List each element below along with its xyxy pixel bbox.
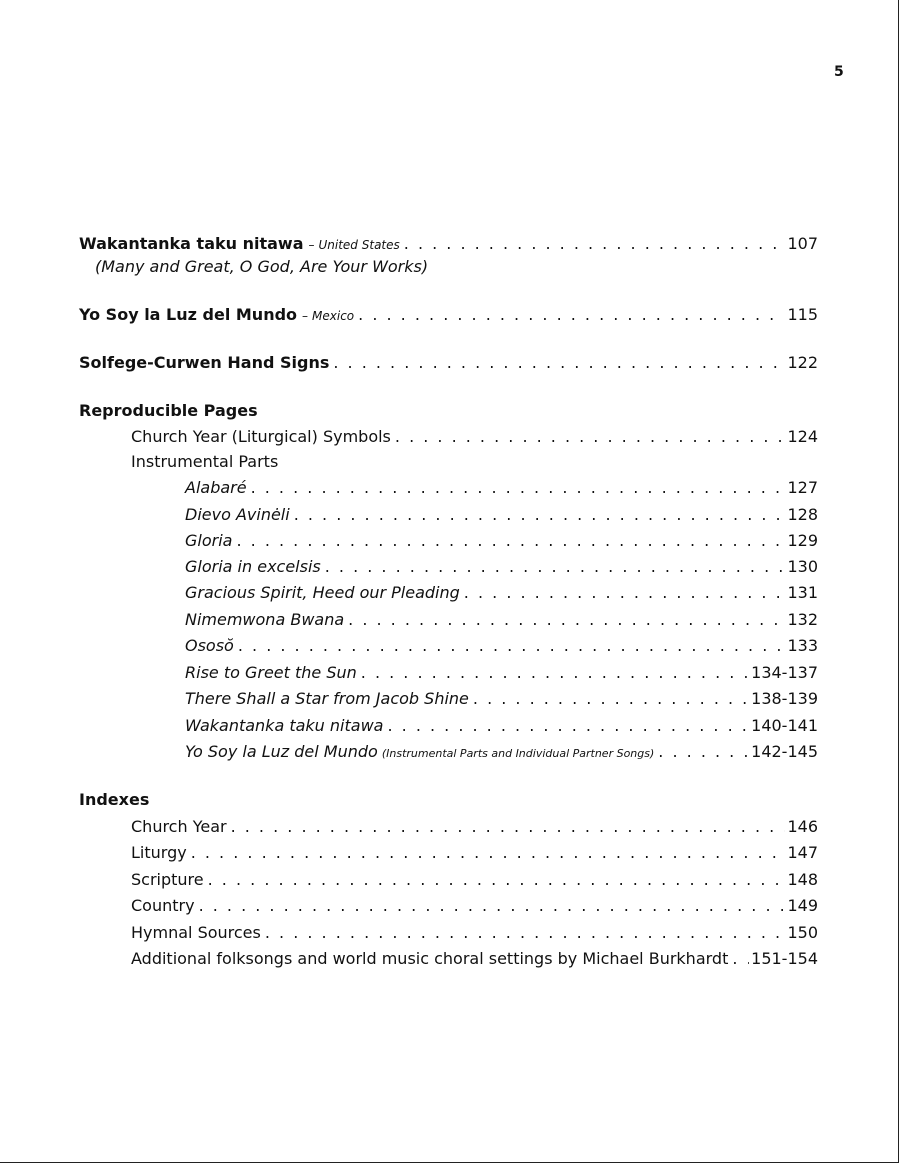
entry-country: United States — [318, 238, 400, 252]
entry-title: Nimemwona Bwana — [185, 610, 345, 629]
toc-entry-instrumental[interactable] — [185, 610, 818, 630]
entry-title: Dievo Avinėli — [185, 505, 290, 524]
toc-entry-yo-soy[interactable] — [79, 305, 818, 326]
dot-leader — [325, 557, 786, 577]
entry-title: Liturgy — [131, 843, 187, 862]
entry-title: Scripture — [131, 870, 204, 889]
toc-entry-index[interactable] — [131, 843, 818, 863]
entry-page: 150 — [787, 923, 818, 942]
toc-entry-instrumental[interactable] — [185, 689, 818, 709]
entry-title: Church Year (Liturgical) Symbols — [131, 427, 391, 446]
toc-entry-instrumental[interactable] — [185, 716, 818, 736]
dot-leader — [208, 870, 786, 890]
entry-page: 124 — [787, 427, 818, 446]
toc-entry-instrumental[interactable] — [185, 557, 818, 577]
dot-leader — [199, 896, 786, 916]
entry-page: 146 — [787, 817, 818, 836]
entry-page: 127 — [787, 478, 818, 497]
entry-page: 149 — [787, 896, 818, 915]
section-heading-reproducible: Reproducible Pages — [79, 401, 258, 420]
entry-page: 129 — [787, 531, 818, 550]
dot-leader — [236, 531, 785, 551]
entry-note: (Instrumental Parts and Individual Partner Songs) — [381, 747, 655, 760]
entry-page: 148 — [787, 870, 818, 889]
toc-entry-index[interactable] — [131, 896, 818, 916]
entry-title: Alabaré — [185, 478, 247, 497]
dot-leader — [265, 923, 786, 943]
subsection-label-instrumental: Instrumental Parts — [131, 452, 279, 471]
entry-title: Wakantanka taku nitawa — [185, 716, 384, 735]
entry-page: 134-137 — [751, 663, 818, 682]
entry-title: Wakantanka taku nitawa — [79, 234, 304, 253]
toc-entry-instrumental[interactable] — [185, 531, 818, 551]
entry-title: Hymnal Sources — [131, 923, 261, 942]
entry-page: 133 — [787, 636, 818, 655]
entry-title: Gloria in excelsis — [185, 557, 321, 576]
dot-leader — [404, 234, 786, 254]
entry-page: 131 — [787, 583, 818, 602]
entry-page: 138-139 — [751, 689, 818, 708]
dot-leader — [251, 478, 786, 498]
entry-title: Additional folksongs and world music choral settings by Michael Burkhardt — [131, 949, 729, 968]
toc-entry-instrumental[interactable] — [185, 505, 818, 525]
dot-leader — [348, 610, 785, 630]
entry-subtitle: (Many and Great, O God, Are Your Works) — [95, 257, 429, 276]
dot-leader — [464, 583, 786, 603]
toc-entry-instrumental[interactable] — [185, 478, 818, 498]
toc-entry-church-year-symbols[interactable] — [131, 427, 818, 447]
dot-leader — [658, 742, 749, 762]
entry-page: 130 — [787, 557, 818, 576]
entry-page: 107 — [787, 234, 818, 253]
entry-page: 140-141 — [751, 716, 818, 735]
entry-title: Gracious Spirit, Heed our Pleading — [185, 583, 460, 602]
entry-title: Country — [131, 896, 195, 915]
entry-page: 132 — [787, 610, 818, 629]
entry-page: 122 — [787, 353, 818, 372]
toc-entry-solfege[interactable] — [79, 353, 818, 373]
dot-leader — [238, 636, 786, 656]
dot-leader — [294, 505, 786, 525]
dot-leader — [473, 689, 749, 709]
entry-page: 151-154 — [751, 949, 818, 968]
toc-entry-wakantanka[interactable] — [79, 234, 818, 255]
dot-leader — [333, 353, 785, 373]
entry-page: 142-145 — [751, 742, 818, 761]
section-heading-indexes: Indexes — [79, 790, 150, 809]
entry-title: Ososŏ — [185, 636, 234, 655]
dot-leader — [361, 663, 749, 683]
toc-entry-instrumental[interactable] — [185, 742, 818, 764]
dot-leader — [231, 817, 786, 837]
entry-title: Solfege-Curwen Hand Signs — [79, 353, 330, 372]
entry-title: There Shall a Star from Jacob Shine — [185, 689, 469, 708]
dot-leader — [387, 716, 749, 736]
toc-entry-instrumental[interactable] — [185, 663, 818, 683]
dot-leader — [191, 843, 786, 863]
toc-entry-index[interactable] — [131, 923, 818, 943]
toc-entry-instrumental[interactable] — [185, 636, 818, 656]
entry-title: Yo Soy la Luz del Mundo — [79, 305, 298, 324]
entry-page: 115 — [787, 305, 818, 324]
dot-leader — [358, 305, 785, 325]
page-number: 5 — [834, 64, 844, 80]
entry-page: 147 — [787, 843, 818, 862]
entry-separator: – — [308, 238, 315, 252]
entry-page: 128 — [787, 505, 818, 524]
toc-entry-index[interactable] — [131, 870, 818, 890]
entry-country: Mexico — [312, 309, 355, 323]
toc-entry-instrumental[interactable] — [185, 583, 818, 603]
dot-leader — [732, 949, 749, 969]
entry-title: Gloria — [185, 531, 233, 550]
toc-entry-additional[interactable] — [131, 949, 818, 969]
entry-separator: – — [302, 309, 309, 323]
dot-leader — [395, 427, 786, 447]
entry-title: Rise to Greet the Sun — [185, 663, 357, 682]
entry-title: Yo Soy la Luz del Mundo — [185, 742, 378, 761]
entry-title: Church Year — [131, 817, 227, 836]
toc-entry-index[interactable] — [131, 817, 818, 837]
